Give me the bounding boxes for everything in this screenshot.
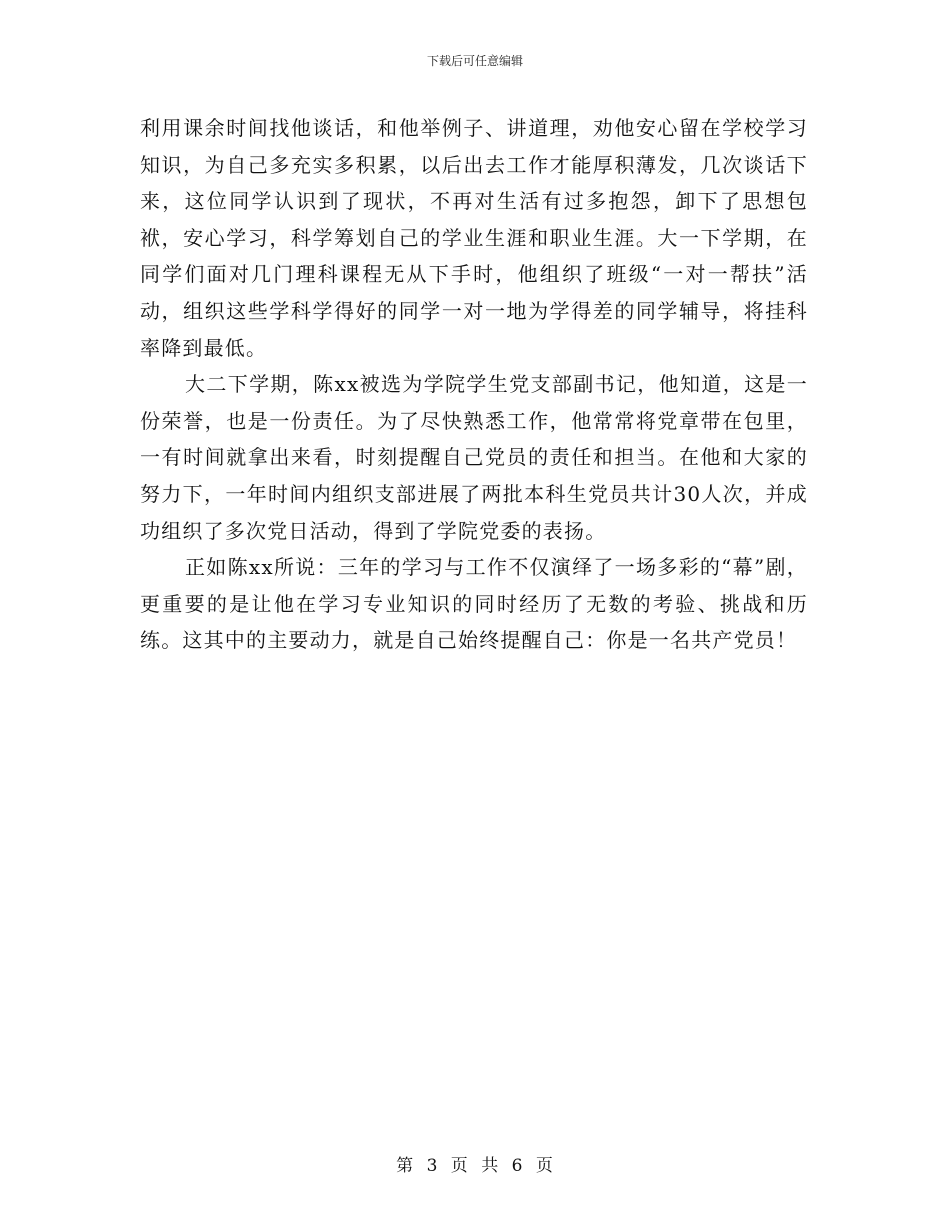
paragraph-continuation: 利用课余时间找他谈话，和他举例子、讲道理，劝他安心留在学校学习知识，为自己多充实多积累，以后出去工作才能厚积薄发，几次谈话下来，这位同学认识到了现状，不再对生活有过多抱怨，卸下了思想包袱，安心学习，科学筹划自己的学业生涯和职业生涯。大一下学期，在同学们面对几门理科课程无从下手时，他组织了班级“一对一帮扶”活动，组织这些学科学得好的同学一对一地为学得差的同学辅导，将挂科率降到最低。 (140, 116, 808, 360)
paragraph-party-branch: 大二下学期，陈xx被选为学院学生党支部副书记，他知道，这是一份荣誉，也是一份责任。为了尽快熟悉工作，他常常将党章带在包里，一有时间就拿出来看，时刻提醒自己党员的责任和担当。在他和大家的努力下，一年时间内组织支部进展了两批本科生党员共计30人次，并成功组织了多次党日活动，得到了学院党委的表扬。 (140, 372, 808, 543)
document-body (140, 110, 808, 659)
page-header: 下载后可任意编辑 (426, 54, 523, 68)
page-footer: 第 3 页 共 6 页 (396, 1156, 554, 1176)
paragraph-conclusion: 正如陈xx所说：三年的学习与工作不仅演绎了一场多彩的“幕”剧，更重要的是让他在学习专业知识的同时经历了无数的考验、挑战和历练。这其中的主要动力，就是自己始终提醒自己：你是一名共产党员！ (140, 555, 808, 653)
